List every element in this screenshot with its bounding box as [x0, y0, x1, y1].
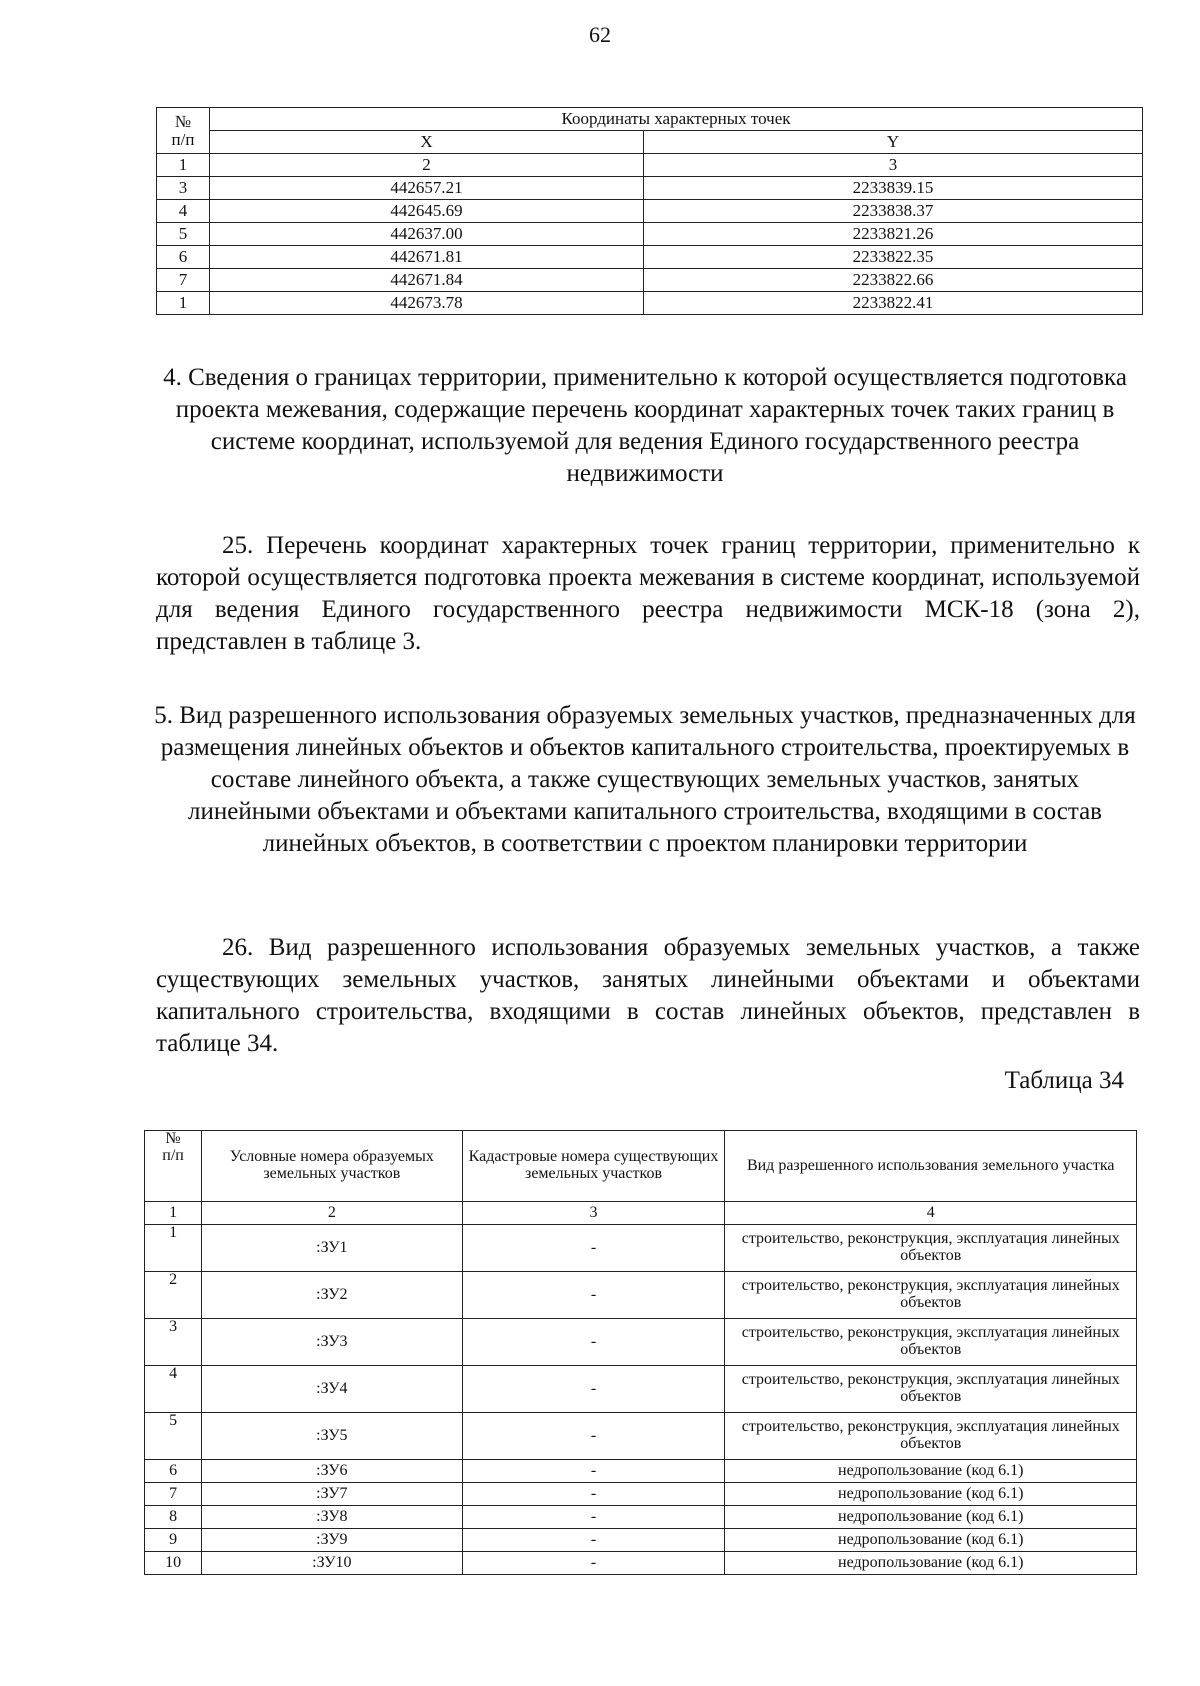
table-row [145, 1366, 1137, 1413]
table34-num: 8 [145, 1506, 202, 1529]
table34-index-cell: 3 [462, 1202, 725, 1225]
table1-index-cell: 1 [157, 154, 210, 177]
table1-index-cell: 2 [210, 154, 644, 177]
table34-zu: :ЗУ1 [202, 1225, 462, 1272]
table-row [157, 269, 1143, 292]
table1-x: 442671.84 [210, 269, 644, 292]
table1-head-coords: Координаты характерных точек [210, 108, 1143, 131]
table1-x: 442671.81 [210, 246, 644, 269]
table34-cad: - [462, 1506, 725, 1529]
table34-cad: - [462, 1319, 725, 1366]
table34-use: строительство, реконструкция, эксплуатация линейных объектов [725, 1319, 1137, 1366]
table34-num: 7 [145, 1483, 202, 1506]
table1-y: 2233838.37 [644, 200, 1143, 223]
table34-header-row [145, 1131, 1137, 1202]
table34-cad: - [462, 1225, 725, 1272]
table-row [145, 1319, 1137, 1366]
table-34-caption: Таблица 34 [1004, 1067, 1124, 1094]
table-row [157, 292, 1143, 315]
table34-zu: :ЗУ3 [202, 1319, 462, 1366]
table34-head-use: Вид разрешенного использования земельного участка [725, 1131, 1137, 1202]
table34-use: недропользование (код 6.1) [725, 1552, 1137, 1575]
table34-zu: :ЗУ5 [202, 1413, 462, 1460]
table1-num: 4 [157, 200, 210, 223]
table34-use: строительство, реконструкция, эксплуатация линейных объектов [725, 1272, 1137, 1319]
table1-y: 2233839.15 [644, 177, 1143, 200]
page-number: 62 [589, 22, 611, 47]
table34-cad: - [462, 1529, 725, 1552]
table34-num: 6 [145, 1460, 202, 1483]
table34-num: 3 [145, 1319, 202, 1366]
table1-x: 442657.21 [210, 177, 644, 200]
table1-head-x: X [210, 131, 644, 154]
table1-index-row [157, 154, 1143, 177]
table34-cad: - [462, 1272, 725, 1319]
table-row [145, 1413, 1137, 1460]
table34-use: недропользование (код 6.1) [725, 1460, 1137, 1483]
table34-index-cell: 4 [725, 1202, 1137, 1225]
table1-num: 1 [157, 292, 210, 315]
table34-zu: :ЗУ2 [202, 1272, 462, 1319]
table1-x: 442673.78 [210, 292, 644, 315]
paragraph-25: 25. Перечень координат характерных точек границ территории, применительно к которой осуществляется подготовка проекта межевания в системе координат, используемой для ведения Единого государственного реестра недвижимости МСК-18 (зона 2), представлен в таблице 3. [156, 532, 1140, 655]
table34-cad: - [462, 1413, 725, 1460]
table1-index-cell: 3 [644, 154, 1143, 177]
table34-zu: :ЗУ6 [202, 1460, 462, 1483]
table34-num: 4 [145, 1366, 202, 1413]
table-row [145, 1529, 1137, 1552]
table34-head-no: № п/п [145, 1131, 202, 1202]
table1-head-y: Y [644, 131, 1143, 154]
table34-num: 1 [145, 1225, 202, 1272]
table1-y: 2233822.35 [644, 246, 1143, 269]
table34-use: строительство, реконструкция, эксплуатация линейных объектов [725, 1366, 1137, 1413]
table34-use: строительство, реконструкция, эксплуатация линейных объектов [725, 1413, 1137, 1460]
table-row [157, 223, 1143, 246]
land-use-table [144, 1130, 1137, 1575]
table34-num: 10 [145, 1552, 202, 1575]
table34-use: недропользование (код 6.1) [725, 1529, 1137, 1552]
table1-num: 6 [157, 246, 210, 269]
section-4-heading: 4. Сведения о границах территории, применительно к которой осуществляется подготовка проекта межевания, содержащие перечень координат характерных точек таких границ в системе координат, используемой для ведения Единого государственного реестра недвижимости [163, 364, 1127, 487]
table34-zu: :ЗУ8 [202, 1506, 462, 1529]
table-row [145, 1483, 1137, 1506]
table1-head-no: № п/п [157, 108, 210, 154]
table-row [145, 1272, 1137, 1319]
table1-x: 442645.69 [210, 200, 644, 223]
table1-x: 442637.00 [210, 223, 644, 246]
table1-num: 5 [157, 223, 210, 246]
table34-num: 2 [145, 1272, 202, 1319]
table1-y: 2233822.66 [644, 269, 1143, 292]
table-row [157, 246, 1143, 269]
table-row [145, 1552, 1137, 1575]
table-row [145, 1506, 1137, 1529]
table34-num: 9 [145, 1529, 202, 1552]
table1-y: 2233821.26 [644, 223, 1143, 246]
table-row [157, 200, 1143, 223]
table34-cad: - [462, 1552, 725, 1575]
table34-zu: :ЗУ10 [202, 1552, 462, 1575]
table34-index-cell: 1 [145, 1202, 202, 1225]
table1-num: 7 [157, 269, 210, 292]
table-row [145, 1225, 1137, 1272]
table34-zu: :ЗУ9 [202, 1529, 462, 1552]
table34-head-cad: Кадастровые номера существующих земельных участков [462, 1131, 725, 1202]
table34-head-zu: Условные номера образуемых земельных участков [202, 1131, 462, 1202]
table34-zu: :ЗУ7 [202, 1483, 462, 1506]
table34-num: 5 [145, 1413, 202, 1460]
table1-y: 2233822.41 [644, 292, 1143, 315]
paragraph-26: 26. Вид разрешенного использования образуемых земельных участков, а также существующих земельных участков, занятых линейными объектами и объектами капитального строительства, входящими в состав линейных объектов, представлен в таблице 34. [156, 934, 1140, 1057]
table-row [145, 1460, 1137, 1483]
table34-use: недропользование (код 6.1) [725, 1483, 1137, 1506]
table34-index-cell: 2 [202, 1202, 462, 1225]
section-5-heading: 5. Вид разрешенного использования образуемых земельных участков, предназначенных для размещения линейных объектов и объектов капитального строительства, проектируемых в составе линейного объекта, а также существующих земельных участков, занятых линейными объектами и объектами капитального строительства, входящими в состав линейных объектов, в соответствии с проектом планировки территории [154, 702, 1136, 857]
table-row [157, 177, 1143, 200]
coordinates-table [156, 107, 1143, 315]
table34-zu: :ЗУ4 [202, 1366, 462, 1413]
table34-cad: - [462, 1366, 725, 1413]
table34-cad: - [462, 1460, 725, 1483]
table1-num: 3 [157, 177, 210, 200]
table34-cad: - [462, 1483, 725, 1506]
table34-use: строительство, реконструкция, эксплуатация линейных объектов [725, 1225, 1137, 1272]
table34-index-row [145, 1202, 1137, 1225]
table34-use: недропользование (код 6.1) [725, 1506, 1137, 1529]
